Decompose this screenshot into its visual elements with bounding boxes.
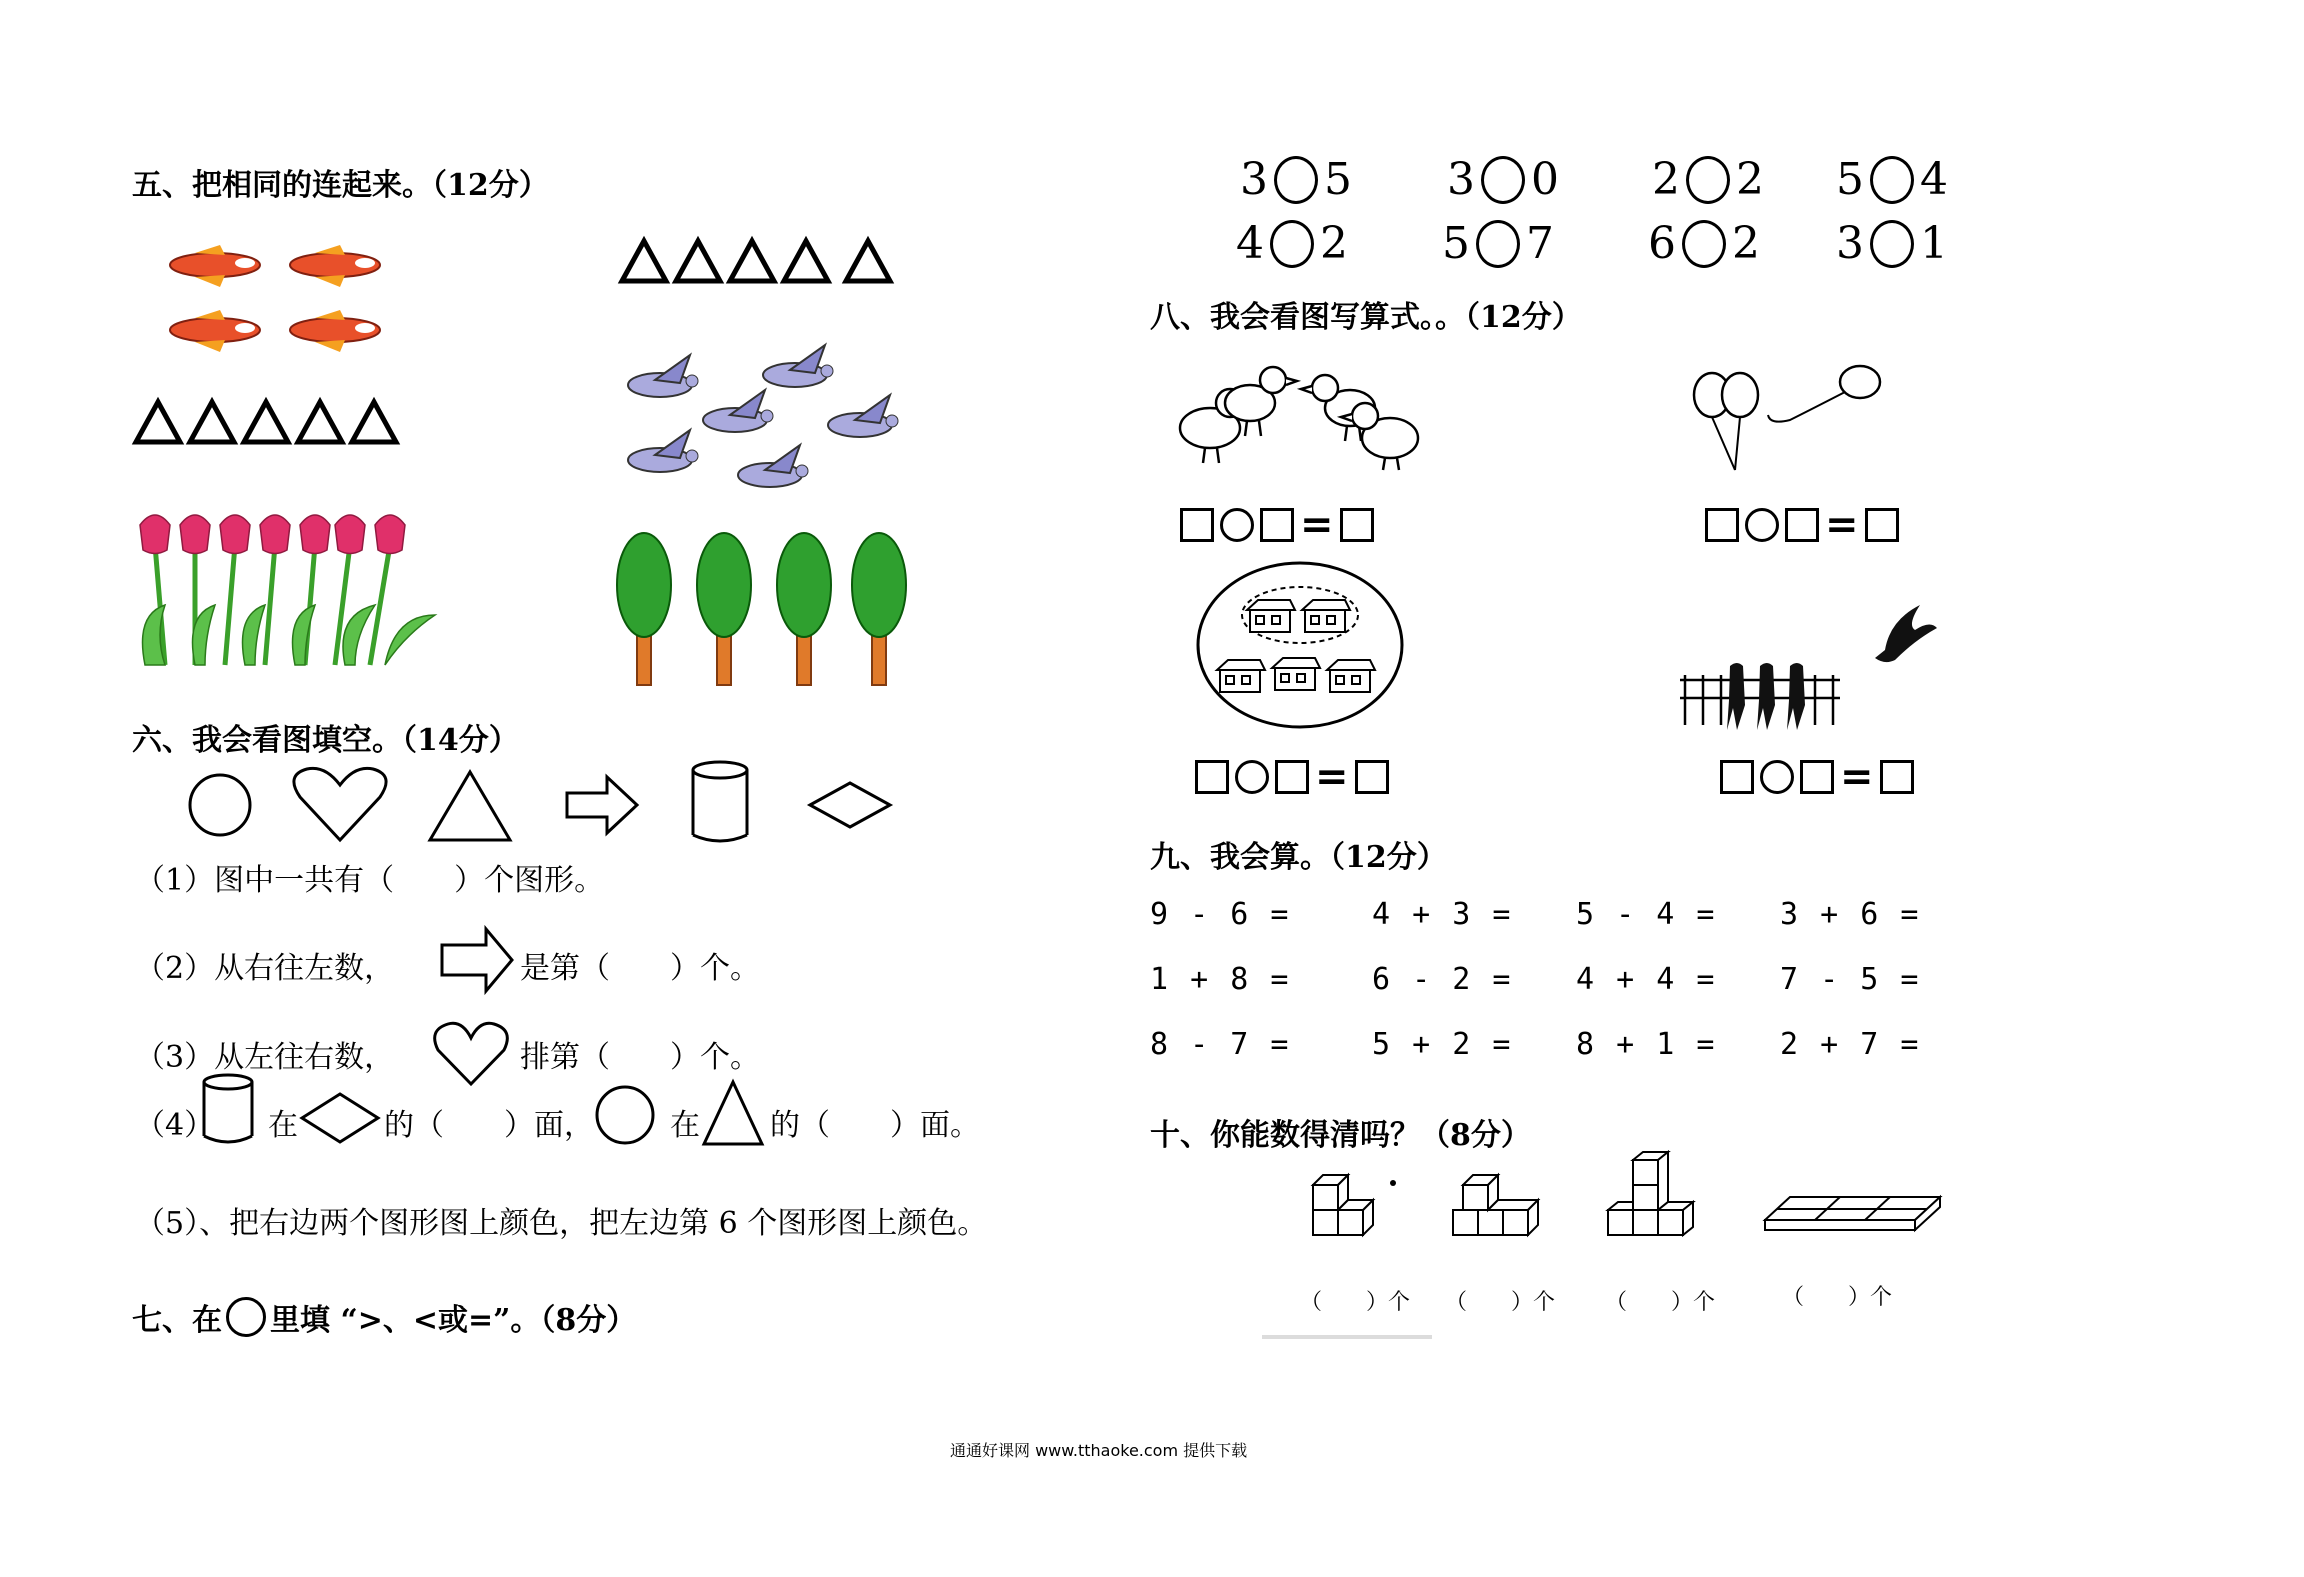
tree-icon [852,533,906,685]
compare-left: 5 [1442,218,1470,269]
house-icon [1247,600,1295,632]
answer-box[interactable] [1720,760,1754,794]
section6-title: 六、我会看图填空。（14分） [132,723,519,758]
tulip-icon [140,515,170,554]
triangles-row-right [618,237,898,285]
bird-icon [628,355,698,397]
compare-left: 6 [1648,218,1676,269]
section7-title-b: 里填 “>、<或=”。（8分） [270,1303,637,1338]
calc-item: 8 - 7 = [1150,1027,1291,1062]
answer-circle[interactable] [1476,220,1520,268]
tulips-image [135,505,445,675]
answer-circle[interactable] [1686,156,1730,204]
answer-circle[interactable] [1481,156,1525,204]
equals-sign: = [1825,502,1859,548]
compare-right: 0 [1531,154,1559,205]
cubes-image [1305,1155,1945,1245]
bird-icon [828,395,898,437]
q1-text: （1）图中一共有（ ）个图形。 [135,863,605,898]
cube-stack-icon [1313,1175,1373,1235]
answer-box[interactable] [1180,508,1214,542]
compare-item [1652,154,1764,205]
calc-item: 9 - 6 = [1150,897,1291,932]
equals-sign: = [1315,754,1349,800]
answer-circle[interactable] [1682,220,1726,268]
circle-icon [592,1082,658,1148]
compare-item [1836,154,1948,205]
chick-icon [1341,403,1418,470]
bird-icon [703,390,773,432]
calc-item: 4 + 3 = [1372,897,1513,932]
balloon-icon [1722,373,1758,417]
chicks-image [1175,358,1430,473]
answer-box[interactable] [1865,508,1899,542]
answer-box[interactable] [1355,760,1389,794]
houses-image [1195,560,1410,730]
compare-item [1447,154,1559,205]
calc-item: 1 + 8 = [1150,962,1291,997]
compare-left: 5 [1836,154,1864,205]
bird-icon [763,345,833,387]
calc-item: 2 + 7 = [1780,1027,1921,1062]
bird-icon [628,430,698,472]
birds-image [615,335,925,505]
answer-circle[interactable] [1270,220,1314,268]
triangle-icon [244,402,288,442]
compare-right: 2 [1732,218,1760,269]
cylinder-icon [200,1072,256,1146]
compare-right: 4 [1920,154,1948,205]
answer-box[interactable] [1260,508,1294,542]
answer-box[interactable] [1340,508,1374,542]
calc-item: 5 - 4 = [1576,897,1717,932]
tulip-icon [335,515,365,554]
answer-box[interactable] [1800,760,1834,794]
calc-item: 6 - 2 = [1372,962,1513,997]
compare-item [1648,218,1760,269]
count-answer: （ ）个 [1782,1285,1893,1310]
triangle-icon [298,402,342,442]
triangle-icon [700,1078,766,1148]
swallows-image [1675,600,1945,735]
tulip-icon [220,515,250,554]
equation-boxes [1720,754,1914,800]
heart-icon [430,1018,512,1088]
swallow-icon [1757,663,1775,730]
answer-circle[interactable] [1870,220,1914,268]
answer-circle[interactable] [1220,508,1254,542]
equals-sign: = [1300,502,1334,548]
calc-item: 4 + 4 = [1576,962,1717,997]
q2-text-after: 是第（ ）个。 [520,951,760,986]
triangle-icon [784,241,828,281]
triangle-icon [190,402,234,442]
answer-circle[interactable] [1745,508,1779,542]
house-icon [1217,660,1265,692]
shapes-row [185,755,895,845]
compare-left: 3 [1240,154,1268,205]
house-icon [1272,658,1320,690]
answer-circle[interactable] [1870,156,1914,204]
triangle-icon [352,402,396,442]
swallow-icon [1787,663,1805,730]
equals-sign: = [1840,754,1874,800]
tree-icon [777,533,831,685]
calc-item: 7 - 5 = [1780,962,1921,997]
q4-text-e: 的（ ）面。 [770,1108,980,1143]
house-icon [1327,660,1375,692]
answer-box[interactable] [1275,760,1309,794]
tree-icon [697,533,751,685]
arrow-icon [567,777,637,833]
swallow-icon [1875,605,1937,662]
q4-text-a: （4） [135,1108,215,1143]
triangle-icon [846,241,890,281]
section9-title: 九、我会算。（12分） [1150,840,1447,875]
calc-item: 8 + 1 = [1576,1027,1717,1062]
airplane-icon [290,310,380,352]
diamond-icon [300,1090,380,1146]
tulip-icon [375,515,405,554]
answer-circle[interactable] [1235,760,1269,794]
circle-icon [190,775,250,835]
section7-title [132,1295,636,1339]
count-answer: （ ）个 [1605,1290,1716,1315]
balloons-image [1690,360,1890,475]
triangle-icon [430,772,510,840]
compare-right: 2 [1736,154,1764,205]
arrow-icon [440,925,515,995]
calc-item: 3 + 6 = [1780,897,1921,932]
compare-item [1236,218,1348,269]
balloon-icon [1840,366,1880,398]
compare-item [1442,218,1554,269]
section8-title: 八、我会看图写算式。。（12分） [1150,300,1582,335]
compare-right: 7 [1526,218,1554,269]
cylinder-icon [693,762,747,841]
triangle-icon [136,402,180,442]
cube-stack-icon [1608,1152,1693,1235]
triangle-icon [730,241,774,281]
answer-circle[interactable] [1274,156,1318,204]
count-answer: （ ）个 [1300,1290,1411,1315]
circle-icon [226,1297,266,1337]
compare-left: 3 [1447,154,1475,205]
q4-text-c: 的（ ）面， [384,1108,594,1143]
q2-text-before: （2）从右往左数， [135,951,395,986]
scan-artifact [1262,1335,1432,1339]
triangles-row-left [132,398,412,446]
compare-item [1836,218,1948,269]
q3-text-after: 排第（ ）个。 [520,1040,760,1075]
cube-flat-icon [1765,1197,1940,1230]
swallow-icon [1727,663,1745,730]
answer-box[interactable] [1785,508,1819,542]
q4-text-b: 在 [268,1108,298,1143]
q3-text-before: （3）从左往右数， [135,1040,395,1075]
bird-icon [738,445,808,487]
airplane-icon [170,310,260,352]
answer-circle[interactable] [1760,760,1794,794]
equation-boxes [1195,754,1389,800]
answer-box[interactable] [1195,760,1229,794]
equation-boxes [1705,502,1899,548]
section7-title-a: 七、在 [132,1303,222,1338]
compare-left: 2 [1652,154,1680,205]
heart-icon [294,768,386,840]
compare-item [1240,154,1352,205]
tulip-icon [260,515,290,554]
compare-left: 4 [1236,218,1264,269]
section5-title: 五、把相同的连起来。（12分） [132,168,549,203]
answer-box[interactable] [1880,760,1914,794]
footer-text: 通通好课网 www.tthaoke.com 提供下载 [950,1441,1248,1460]
airplanes-image [165,245,405,365]
equation-boxes [1180,502,1374,548]
house-icon [1302,600,1350,632]
calc-item: 5 + 2 = [1372,1027,1513,1062]
section10-title: 十、你能数得清吗？（8分） [1150,1118,1531,1153]
tulip-icon [180,515,210,554]
cube-stack-icon [1453,1175,1538,1235]
airplane-icon [170,245,260,287]
tulip-icon [300,515,330,554]
diamond-icon [810,783,890,827]
compare-left: 3 [1836,218,1864,269]
count-answer: （ ）个 [1445,1290,1556,1315]
triangle-icon [622,241,666,281]
q5-text: （5）、把右边两个图形图上颜色，把左边第 6 个图形图上颜色。 [135,1206,988,1241]
airplane-icon [290,245,380,287]
trees-image [615,530,915,690]
answer-box[interactable] [1705,508,1739,542]
q4-text-d: 在 [670,1108,700,1143]
compare-right: 1 [1920,218,1948,269]
compare-right: 5 [1324,154,1352,205]
compare-right: 2 [1320,218,1348,269]
tree-icon [617,533,671,685]
triangle-icon [676,241,720,281]
